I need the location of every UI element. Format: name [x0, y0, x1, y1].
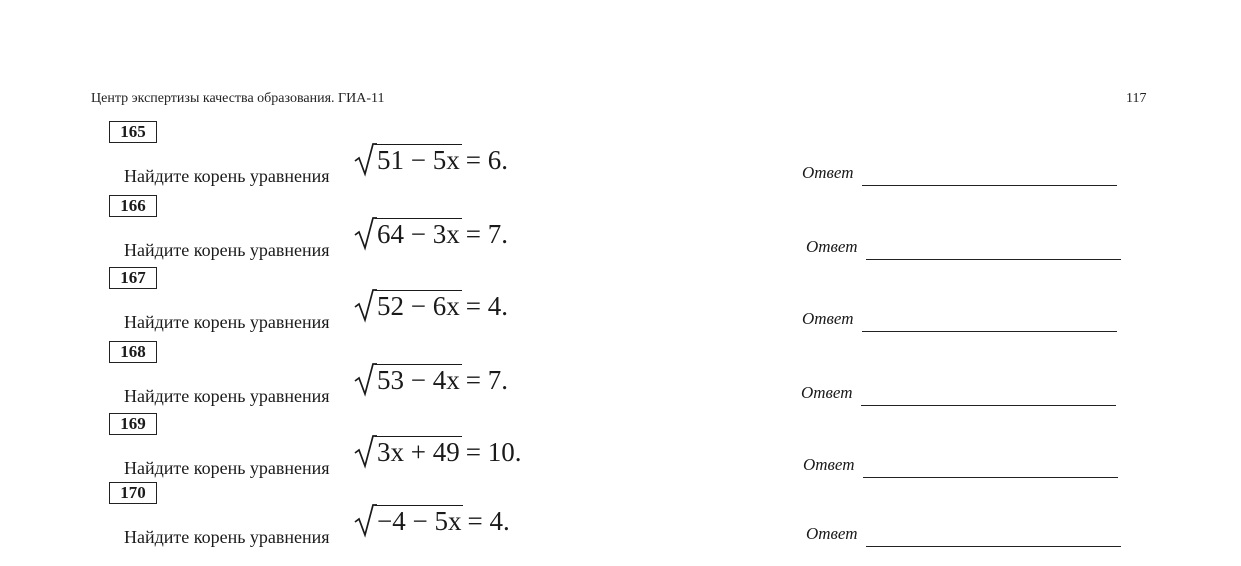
task-prompt: Найдите корень уравнения	[124, 386, 330, 406]
equation-rhs: = 10.	[465, 437, 522, 467]
task-number-box: 166	[109, 195, 157, 217]
radicand: 52 − 6x	[377, 291, 460, 321]
task-prompt: Найдите корень уравнения	[124, 166, 330, 186]
task-170	[0, 482, 1241, 556]
task-prompt: Найдите корень уравнения	[124, 458, 330, 478]
answer-field[interactable]	[861, 405, 1116, 406]
equation	[354, 217, 508, 251]
equation	[354, 363, 508, 397]
square-root-icon	[354, 435, 462, 469]
equation	[354, 435, 521, 469]
radicand: 3x + 49	[377, 437, 460, 467]
radicand: 53 − 4x	[377, 365, 460, 395]
task-number-box: 170	[109, 482, 157, 504]
page-number: 117	[1126, 91, 1147, 106]
task-number-box: 165	[109, 121, 157, 143]
task-number-box: 168	[109, 341, 157, 363]
equation	[354, 504, 510, 538]
square-root-icon	[354, 217, 462, 251]
task-prompt: Найдите корень уравнения	[124, 527, 330, 547]
square-root-icon	[354, 289, 462, 323]
equation-rhs: = 4.	[465, 291, 508, 321]
task-number-box: 167	[109, 267, 157, 289]
square-root-icon	[354, 504, 463, 538]
answer-field[interactable]	[866, 259, 1121, 260]
document-title: Центр экспертизы качества образования. ГИА-11	[91, 91, 385, 106]
answer-label: Ответ	[806, 524, 858, 543]
answer-field[interactable]	[862, 185, 1117, 186]
answer-field[interactable]	[863, 477, 1118, 478]
radicand: 51 − 5x	[377, 145, 460, 175]
equation-rhs: = 4.	[467, 506, 510, 536]
equation	[354, 143, 508, 177]
task-prompt: Найдите корень уравнения	[124, 312, 330, 332]
answer-label: Ответ	[806, 237, 858, 256]
square-root-icon	[354, 363, 462, 397]
radicand: −4 − 5x	[377, 506, 462, 536]
task-165	[0, 121, 1241, 195]
equation-rhs: = 7.	[465, 365, 508, 395]
answer-label: Ответ	[802, 163, 854, 182]
task-166	[0, 195, 1241, 269]
answer-label: Ответ	[801, 383, 853, 402]
equation-rhs: = 7.	[465, 219, 508, 249]
task-prompt: Найдите корень уравнения	[124, 240, 330, 260]
answer-field[interactable]	[862, 331, 1117, 332]
answer-label: Ответ	[803, 455, 855, 474]
answer-field[interactable]	[866, 546, 1121, 547]
task-169	[0, 413, 1241, 487]
equation-rhs: = 6.	[465, 145, 508, 175]
task-168	[0, 341, 1241, 415]
square-root-icon	[354, 143, 462, 177]
equation	[354, 289, 508, 323]
radicand: 64 − 3x	[377, 219, 460, 249]
task-167	[0, 267, 1241, 341]
answer-label: Ответ	[802, 309, 854, 328]
task-number-box: 169	[109, 413, 157, 435]
